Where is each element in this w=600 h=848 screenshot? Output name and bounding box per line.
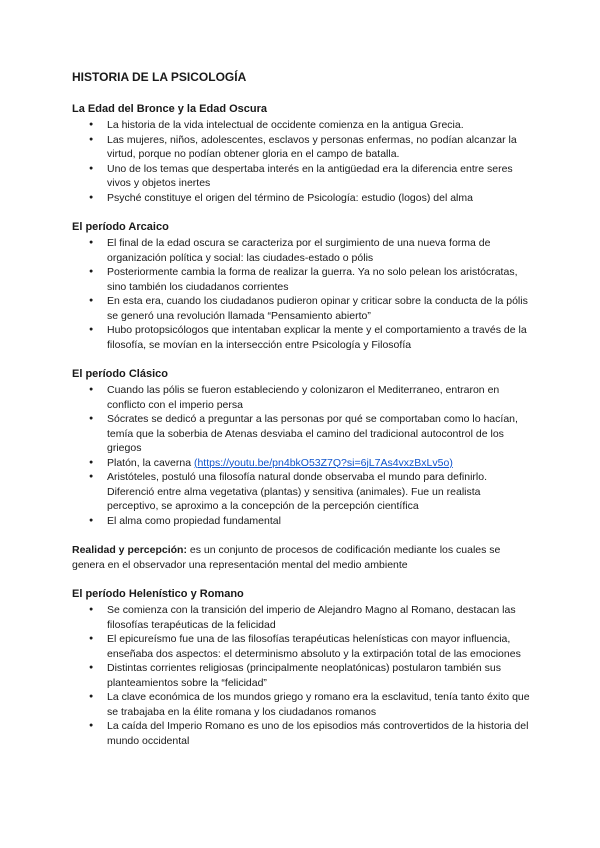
- list-item: ● Sócrates se dedicó a preguntar a las personas por qué se comportaban como lo hacían, temía que la soberbia de Atenas desviaba el camino del tradicional autocontrol de los griegos: [72, 412, 532, 456]
- definition-paragraph: [72, 543, 532, 572]
- definition-text: es un conjunto de procesos de codificación mediante los cuales se genera en el observador una representación mental del medio ambiente: [72, 544, 501, 571]
- definition-term: Realidad y percepción:: [72, 544, 187, 556]
- list-item: ● Psyché constituye el origen del término de Psicología: estudio (logos) del alma: [72, 191, 532, 206]
- bullet-list-archaic: [72, 236, 532, 352]
- section-heading-archaic: El período Arcaico: [72, 221, 169, 233]
- plato-cave-label: Platón, la caverna: [107, 456, 194, 469]
- bullet-list-hellenistic-roman: [72, 603, 532, 748]
- list-item: ● Las mujeres, niños, adolescentes, esclavos y personas enfermas, no podían alcanzar la virtud, porque no podían obtener gloria en el campo de batalla.: [72, 133, 532, 162]
- list-item: ● Cuando las pólis se fueron estableciendo y colonizaron el Mediterraneo, entraron en conflicto con el imperio persa: [72, 383, 532, 412]
- bullet-list-classical: [72, 383, 532, 528]
- list-item: ● Hubo protopsicólogos que intentaban explicar la mente y el comportamiento a través de la filosofía, se movían en la intersección entre Psicología y Filosofía: [72, 323, 532, 352]
- list-item: ● Aristóteles, postuló una filosofía natural donde observaba el mundo para definirlo. Diferenció entre alma vegetativa (plantas) y sensitiva (animales). Fue un realista perceptivo, se aproximo a la concepción de la percepción científica: [72, 470, 532, 514]
- list-item: ● La historia de la vida intelectual de occidente comienza en la antigua Grecia.: [72, 118, 532, 133]
- list-item: ● El alma como propiedad fundamental: [72, 514, 532, 529]
- list-item: ● En esta era, cuando los ciudadanos pudieron opinar y criticar sobre la conducta de la pólis se generó una revolución llamada “Pensamiento abierto”: [72, 294, 532, 323]
- document-title: HISTORIA DE LA PSICOLOGÍA: [72, 70, 247, 84]
- list-item: ● Distintas corrientes religiosas (principalmente neoplatónicas) postularon también sus planteamientos sobre la “felicidad”: [72, 661, 532, 690]
- section-heading-classical: El período Clásico: [72, 368, 168, 380]
- bullet-list-bronze-dark-age: [72, 118, 532, 205]
- list-item: ● Se comienza con la transición del imperio de Alejandro Magno al Romano, destacan las filosofías terapéuticas de la felicidad: [72, 603, 532, 632]
- list-item-plato-cave: [72, 456, 532, 471]
- list-item: ● La clave económica de los mundos griego y romano era la esclavitud, tenía tanto éxito que se trabajaba en la élite romana y los ciudadanos romanos: [72, 690, 532, 719]
- list-item: ● El final de la edad oscura se caracteriza por el surgimiento de una nueva forma de organización política y social: las ciudades-estado o pólis: [72, 236, 532, 265]
- youtube-link[interactable]: (https://youtu.be/pn4bkO53Z7Q?si=6jL7As4vxzBxLv5o): [193, 456, 453, 469]
- list-item: ● Uno de los temas que despertaba interés en la antigüedad era la diferencia entre seres vivos y objetos inertes: [72, 162, 532, 191]
- list-item: ● El epicureísmo fue una de las filosofías terapéuticas helenísticas con mayor influencia, enseñaba dos aspectos: el determinismo absoluto y la extirpación total de las emociones: [72, 632, 532, 661]
- section-heading-hellenistic-roman: El período Helenístico y Romano: [72, 588, 244, 600]
- list-item: ● Posteriormente cambia la forma de realizar la guerra. Ya no solo pelean los aristócratas, sino también los ciudadanos corrientes: [72, 265, 532, 294]
- section-heading-bronze-dark-age: La Edad del Bronce y la Edad Oscura: [72, 103, 268, 115]
- list-item: ● La caída del Imperio Romano es uno de los episodios más controvertidos de la historia del mundo occidental: [72, 719, 532, 748]
- document-page: [72, 70, 532, 763]
